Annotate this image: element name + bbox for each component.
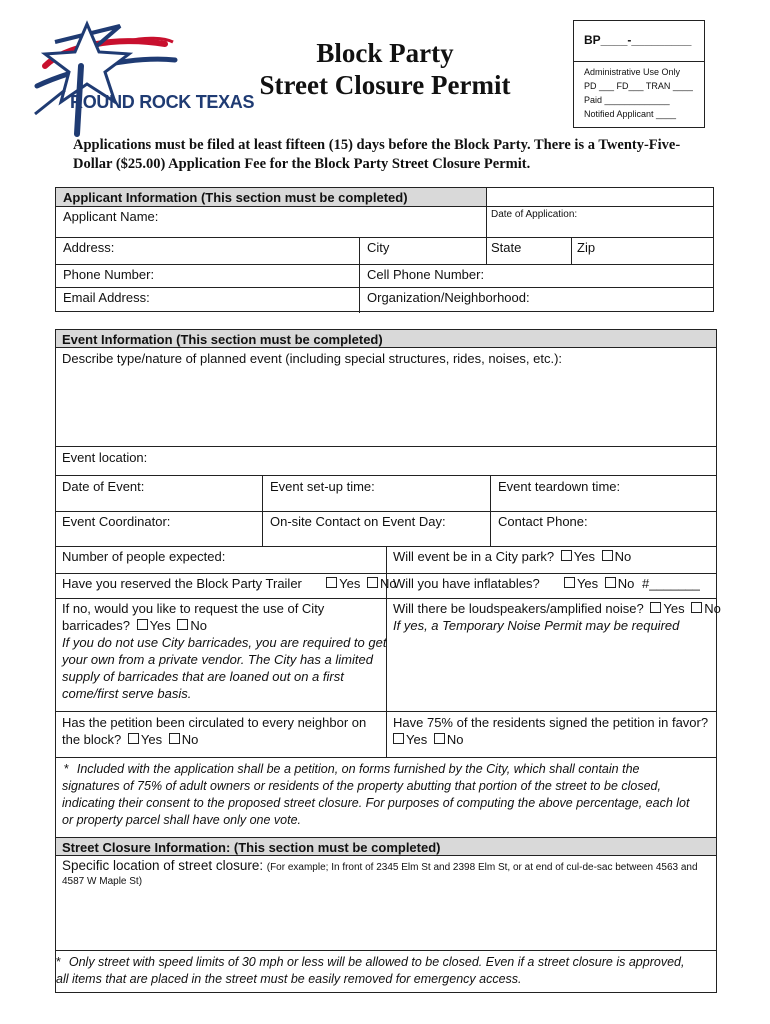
inflatables-question xyxy=(393,576,700,591)
admin-heading: Administrative Use Only xyxy=(584,67,681,77)
speed-limit-note xyxy=(56,954,716,988)
inflatables-yes-label: Yes xyxy=(576,576,599,591)
admin-notified: Notified Applicant ____ xyxy=(584,109,677,119)
petition-label: the block? xyxy=(62,732,122,747)
park-yes-label: Yes xyxy=(573,549,595,564)
applicant-name-field[interactable]: Applicant Name: xyxy=(63,209,159,224)
setup-time-field[interactable]: Event set-up time: xyxy=(270,479,375,494)
closure-location-label: Specific location of street closure: xyxy=(62,858,264,873)
loudspeakers-yes-checkbox[interactable] xyxy=(650,602,661,613)
footnote-line2: signatures of 75% of adult owners or residents of the property abutting that portion of the street to be closed, xyxy=(62,779,661,793)
inflatables-count-field[interactable]: #_______ xyxy=(642,576,700,591)
barricades-yes-label: Yes xyxy=(149,618,171,633)
city-field[interactable]: City xyxy=(367,240,390,255)
event-coordinator-field[interactable]: Event Coordinator: xyxy=(62,514,171,529)
petition-yes-label: Yes xyxy=(140,732,163,747)
trailer-yes-checkbox[interactable] xyxy=(326,577,337,588)
park-no-checkbox[interactable] xyxy=(602,550,613,561)
petition-question-line2 xyxy=(62,732,198,747)
event-header: Event Information (This section must be completed) xyxy=(62,332,383,347)
inflatables-yes-checkbox[interactable] xyxy=(564,577,575,588)
city-park-question xyxy=(393,549,631,564)
phone-field[interactable]: Phone Number: xyxy=(63,267,155,282)
contact-phone-field[interactable]: Contact Phone: xyxy=(498,514,588,529)
bp-number-field[interactable]: BP____-_________ xyxy=(584,33,692,47)
loudspeakers-no-checkbox[interactable] xyxy=(691,602,702,613)
organization-field[interactable]: Organization/Neighborhood: xyxy=(367,290,530,305)
barricades-note-line2: your own from a private vendor. The City has a limited xyxy=(62,652,373,667)
speed-limit-note-line2: all items that are placed in the street must be easily removed for emergency access. xyxy=(56,972,522,986)
loudspeakers-label: Will there be loudspeakers/amplified noise? xyxy=(393,601,644,616)
event-date-field[interactable]: Date of Event: xyxy=(62,479,145,494)
loudspeakers-yes-label: Yes xyxy=(663,601,685,616)
admin-routing: PD ___ FD___ TRAN ____ xyxy=(584,81,693,91)
footnote-line3: indicating their consent to the proposed street closure. For purposes of computing the above percentage, each lot xyxy=(62,796,690,810)
applicant-header: Applicant Information (This section must be completed) xyxy=(63,190,408,205)
people-expected-field[interactable]: Number of people expected: xyxy=(62,549,226,564)
petition-question-line1: Has the petition been circulated to every neighbor on xyxy=(62,715,367,730)
inflatables-label: Will you have inflatables? xyxy=(393,576,540,591)
closure-example-line2: 4587 W Maple St) xyxy=(62,876,143,887)
loudspeakers-no-label: No xyxy=(704,601,721,616)
address-field[interactable]: Address: xyxy=(63,240,115,255)
intro-text: Applications must be filed at least fifteen (15) days before the Block Party. There is a Twenty-Five-Dollar ($25.00) Application Fee for the Block Party Street Closure Permit. xyxy=(73,137,681,172)
closure-header: Street Closure Information: (This section must be completed) xyxy=(62,840,441,855)
barricades-yes-checkbox[interactable] xyxy=(137,619,148,630)
residents-yes-checkbox[interactable] xyxy=(393,733,404,744)
petition-footnote xyxy=(62,761,712,829)
teardown-time-field[interactable]: Event teardown time: xyxy=(498,479,621,494)
trailer-question xyxy=(62,576,397,591)
barricades-question-line2 xyxy=(62,618,207,633)
residents-question: Have 75% of the residents signed the petition in favor? xyxy=(393,715,709,730)
page-title-line2: Street Closure Permit xyxy=(259,70,511,100)
cell-phone-field[interactable]: Cell Phone Number: xyxy=(367,267,485,282)
onsite-contact-field[interactable]: On-site Contact on Event Day: xyxy=(270,514,446,529)
petition-yes-checkbox[interactable] xyxy=(128,733,139,744)
loudspeakers-question xyxy=(393,601,721,616)
residents-yes-label: Yes xyxy=(406,732,428,747)
barricades-label: barricades? xyxy=(62,618,130,633)
state-field[interactable]: State xyxy=(491,240,522,255)
page-title-line1: Block Party xyxy=(316,38,454,68)
inflatables-no-checkbox[interactable] xyxy=(605,577,616,588)
event-location-field[interactable]: Event location: xyxy=(62,450,148,465)
footnote-line4: or property parcel shall have only one vote. xyxy=(62,813,302,827)
speed-limit-note-line1: Only street with speed limits of 30 mph or less will be allowed to be closed. Even if a street closure is approved, xyxy=(68,955,685,969)
barricades-question-line1: If no, would you like to request the use of City xyxy=(62,601,325,616)
footnote-line1: Included with the application shall be a petition, on forms furnished by the City, which shall contain the xyxy=(76,762,640,776)
park-no-label: No xyxy=(614,549,632,564)
city-park-label: Will event be in a City park? xyxy=(393,549,555,564)
event-description-field[interactable]: Describe type/nature of planned event (including special structures, rides, noises, etc.): xyxy=(62,351,563,366)
trailer-no-checkbox[interactable] xyxy=(367,577,378,588)
zip-field[interactable]: Zip xyxy=(577,240,596,255)
residents-no-checkbox[interactable] xyxy=(434,733,445,744)
footnote-star: * xyxy=(64,762,69,776)
noise-permit-note: If yes, a Temporary Noise Permit may be required xyxy=(393,618,680,633)
application-date-field[interactable]: Date of Application: xyxy=(491,209,578,220)
inflatables-no-label: No xyxy=(617,576,635,591)
barricades-no-checkbox[interactable] xyxy=(177,619,188,630)
barricades-note-line3: supply of barricades that are loaned out on a first xyxy=(62,669,344,684)
note-star: * xyxy=(56,955,61,969)
event-section xyxy=(55,329,721,993)
closure-example-line1: (For example; In front of 2345 Elm St and 2398 Elm St, or at end of cul-de-sac between 4563 and xyxy=(266,862,698,873)
barricades-note-line4: come/first serve basis. xyxy=(62,686,192,701)
trailer-no-label: No xyxy=(379,576,397,591)
park-yes-checkbox[interactable] xyxy=(561,550,572,561)
trailer-yes-label: Yes xyxy=(339,576,361,591)
barricades-no-label: No xyxy=(190,618,208,633)
petition-no-checkbox[interactable] xyxy=(169,733,180,744)
admin-paid: Paid _____________ xyxy=(584,95,670,105)
admin-use-box xyxy=(573,20,705,128)
residents-answer xyxy=(390,732,463,747)
barricades-note-line1: If you do not use City barricades, you are required to get xyxy=(62,635,387,650)
applicant-section xyxy=(55,187,714,312)
residents-no-label: No xyxy=(446,732,464,747)
closure-location-field[interactable] xyxy=(62,858,698,873)
logo-text: ROUND ROCK TEXAS xyxy=(70,92,255,112)
email-field[interactable]: Email Address: xyxy=(63,290,150,305)
trailer-label: Have you reserved the Block Party Trailer xyxy=(62,576,302,591)
petition-no-label: No xyxy=(181,732,199,747)
